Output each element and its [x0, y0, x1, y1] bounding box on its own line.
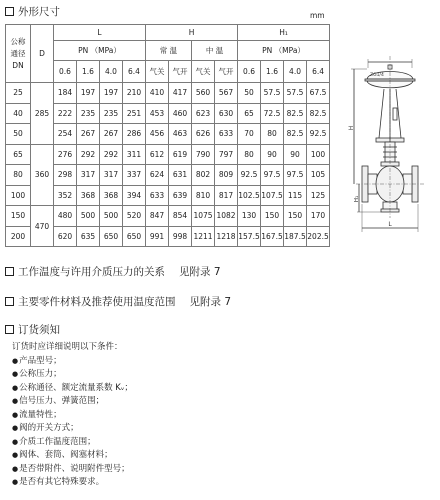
h1-header: H₁ — [238, 25, 330, 41]
h-cell: 417 — [169, 83, 192, 104]
order-notes-list — [12, 341, 133, 490]
h1-cell: 167.5 — [261, 226, 284, 247]
h1-cell: 57.5 — [261, 83, 284, 104]
h1-pn-value-header: 1.6 — [261, 61, 284, 83]
l-cell: 480 — [54, 206, 77, 227]
list-item — [12, 382, 133, 396]
table-row — [6, 185, 330, 206]
order-notes-intro: 订货时应详细说明以下条件： — [12, 342, 123, 352]
l-cell: 635 — [77, 226, 100, 247]
list-item-text: 信号压力、弹簧范围； — [19, 396, 105, 406]
h-cell: 623 — [192, 103, 215, 124]
l-cell: 394 — [123, 185, 146, 206]
dn-cell: 40 — [6, 103, 31, 124]
l-cell: 286 — [123, 124, 146, 145]
list-item-text: 流量特性； — [19, 409, 62, 420]
l-pn-value-header: 4.0 — [100, 61, 123, 83]
h1-pn-value-header: 0.6 — [238, 61, 261, 83]
h-action-header: 气开 — [169, 61, 192, 83]
dn-cell: 150 — [6, 206, 31, 227]
h1-cell: 150 — [284, 206, 307, 227]
l-cell: 500 — [77, 206, 100, 227]
l-cell: 520 — [123, 206, 146, 227]
h-cell: 991 — [146, 226, 169, 247]
h-cell: 802 — [192, 165, 215, 186]
l-cell: 620 — [54, 226, 77, 247]
h-cell: 817 — [215, 185, 238, 206]
dimension-table — [5, 24, 330, 247]
list-item-text: 介质工作温度范围； — [19, 436, 96, 447]
l-cell: 210 — [123, 83, 146, 104]
stroke-indicator — [393, 108, 397, 120]
h1-label: H₁ — [354, 195, 360, 203]
dn-header — [6, 25, 31, 83]
table-row — [6, 103, 330, 124]
h1-pn-value-header: 4.0 — [284, 61, 307, 83]
l-cell: 197 — [77, 83, 100, 104]
h-cell: 790 — [192, 144, 215, 165]
temp-pressure-heading — [5, 265, 221, 279]
h-normal-temp-header: 常 温 — [146, 41, 192, 61]
h1-cell: 82.5 — [284, 124, 307, 145]
h1-cell: 72.5 — [261, 103, 284, 124]
h1-cell: 187.5 — [284, 226, 307, 247]
h-cell: 612 — [146, 144, 169, 165]
l-pn-value-header: 1.6 — [77, 61, 100, 83]
h1-cell: 150 — [261, 206, 284, 227]
h-cell: 809 — [215, 165, 238, 186]
dn-cell: 80 — [6, 165, 31, 186]
h-cell: 630 — [215, 103, 238, 124]
dimensions-heading-text: 外形尺寸 — [18, 6, 60, 18]
l-cell: 352 — [54, 185, 77, 206]
h-cell: 410 — [146, 83, 169, 104]
h-header: H — [146, 25, 238, 41]
h1-cell: 202.5 — [307, 226, 330, 247]
table-row — [6, 206, 330, 227]
thread-label: ZG1/4 — [370, 73, 384, 78]
h1-cell: 97.5 — [261, 165, 284, 186]
l-cell: 650 — [100, 226, 123, 247]
h1-cell: 102.5 — [238, 185, 261, 206]
l-pn-value-header: 6.4 — [123, 61, 146, 83]
h1-cell: 97.5 — [284, 165, 307, 186]
h1-pn-value-header: 6.4 — [307, 61, 330, 83]
l-cell: 368 — [100, 185, 123, 206]
h-cell: 633 — [215, 124, 238, 145]
h1-cell: 80 — [238, 144, 261, 165]
bullet-icon: ● — [12, 370, 19, 378]
h-cell: 453 — [146, 103, 169, 124]
bullet-icon: ● — [12, 397, 19, 405]
h-cell: 998 — [169, 226, 192, 247]
l-cell: 251 — [123, 103, 146, 124]
list-item-text: 阀的开关方式； — [19, 423, 79, 433]
h-cell: 619 — [169, 144, 192, 165]
l-cell: 267 — [100, 124, 123, 145]
list-item-text: 公称通径、额定流量系数 Kᵥ； — [19, 382, 133, 393]
h1-cell: 90 — [261, 144, 284, 165]
dn-header-line: 通径 — [10, 48, 26, 58]
l-cell: 311 — [123, 144, 146, 165]
l-cell: 184 — [54, 83, 77, 104]
h-cell: 456 — [146, 124, 169, 145]
table-row — [6, 165, 330, 186]
h-action-header: 气开 — [215, 61, 238, 83]
h1-cell: 80 — [261, 124, 284, 145]
h-cell: 631 — [169, 165, 192, 186]
list-item — [12, 436, 133, 450]
h-medium-temp-header: 中 温 — [192, 41, 238, 61]
l-cell: 650 — [123, 226, 146, 247]
bullet-icon: ● — [12, 437, 19, 446]
list-item-text: 产品型号； — [19, 355, 62, 366]
list-item — [12, 409, 133, 423]
table-row — [6, 144, 330, 165]
h1-cell: 170 — [307, 206, 330, 227]
square-bullet-icon — [5, 297, 14, 306]
h1-cell: 92.5 — [238, 165, 261, 186]
appendix-reference: 见附录 7 — [179, 266, 221, 278]
list-item — [12, 395, 133, 409]
h-cell: 1075 — [192, 206, 215, 227]
bullet-icon: ● — [12, 383, 19, 392]
square-bullet-icon — [5, 325, 14, 334]
table-row — [6, 124, 330, 145]
unit-label: mm — [310, 11, 325, 20]
l-label: L — [388, 221, 392, 228]
ordering-heading — [5, 323, 60, 337]
h-cell: 633 — [146, 185, 169, 206]
ordering-heading-text: 订货须知 — [18, 324, 60, 336]
table-header-row — [6, 41, 330, 61]
h-cell: 797 — [215, 144, 238, 165]
table-row — [6, 83, 330, 104]
dn-cell: 50 — [6, 124, 31, 145]
bullet-icon: ● — [12, 410, 19, 419]
l-cell: 276 — [54, 144, 77, 165]
h-action-header: 气关 — [192, 61, 215, 83]
table-header-row — [6, 25, 330, 41]
h1-cell: 125 — [307, 185, 330, 206]
l-header: L — [54, 25, 146, 41]
d-cell: 470 — [31, 206, 54, 247]
h-cell: 639 — [169, 185, 192, 206]
h1-cell: 50 — [238, 83, 261, 104]
h1-cell: 82.5 — [307, 103, 330, 124]
h-cell: 463 — [169, 124, 192, 145]
list-item — [12, 368, 133, 382]
h-cell: 567 — [215, 83, 238, 104]
valve-outline-diagram — [348, 56, 438, 248]
bullet-icon: ● — [12, 424, 19, 432]
h1-cell: 157.5 — [238, 226, 261, 247]
list-item — [12, 476, 133, 490]
h1-cell: 70 — [238, 124, 261, 145]
materials-heading-text: 主要零件材料及推荐使用温度范围 — [18, 296, 176, 308]
h1-cell: 107.5 — [261, 185, 284, 206]
list-item — [12, 449, 133, 463]
appendix-reference: 见附录 7 — [189, 296, 232, 308]
h1-cell: 82.5 — [284, 103, 307, 124]
d-cell: 285 — [31, 83, 54, 145]
bullet-icon: ● — [12, 478, 19, 486]
bullet-icon: ● — [12, 451, 19, 459]
h1-cell: 115 — [284, 185, 307, 206]
l-cell: 500 — [100, 206, 123, 227]
h-cell: 1218 — [215, 226, 238, 247]
table-header-row — [6, 61, 330, 83]
l-cell: 317 — [100, 165, 123, 186]
h-cell: 1211 — [192, 226, 215, 247]
dn-cell: 65 — [6, 144, 31, 165]
h-action-header: 气关 — [146, 61, 169, 83]
h1-cell: 100 — [307, 144, 330, 165]
materials-heading — [5, 295, 231, 309]
h-cell: 854 — [169, 206, 192, 227]
h-cell: 626 — [192, 124, 215, 145]
dn-cell: 100 — [6, 185, 31, 206]
dn-header-line: 公称 — [10, 36, 26, 46]
table-row — [6, 226, 330, 247]
bullet-icon: ● — [12, 464, 19, 473]
l-cell: 292 — [77, 144, 100, 165]
h1-cell: 105 — [307, 165, 330, 186]
list-item-text: 是否带附件、说明附件型号； — [19, 463, 130, 474]
dn-header-line: DN — [12, 60, 24, 70]
h-cell: 810 — [192, 185, 215, 206]
dn-cell: 25 — [6, 83, 31, 104]
l-cell: 254 — [54, 124, 77, 145]
h-cell: 847 — [146, 206, 169, 227]
l-pn-value-header: 0.6 — [54, 61, 77, 83]
list-item — [12, 422, 133, 436]
h1-cell: 57.5 — [284, 83, 307, 104]
list-item-text: 阀体、套筒、阀塞材料； — [19, 450, 113, 460]
h1-cell: 65 — [238, 103, 261, 124]
l-pn-header: PN （MPa） — [54, 41, 146, 61]
dn-cell: 200 — [6, 226, 31, 247]
h-cell: 624 — [146, 165, 169, 186]
h-cell: 1082 — [215, 206, 238, 227]
h1-cell: 130 — [238, 206, 261, 227]
list-item-text: 公称压力； — [19, 369, 62, 379]
l-cell: 197 — [100, 83, 123, 104]
dimensions-heading — [5, 5, 60, 19]
h-cell: 460 — [169, 103, 192, 124]
list-item-text: 是否有其它特殊要求。 — [19, 477, 105, 487]
d-header: D — [31, 25, 54, 83]
l-cell: 317 — [77, 165, 100, 186]
list-item — [12, 463, 133, 477]
square-bullet-icon — [5, 267, 14, 276]
h1-cell: 67.5 — [307, 83, 330, 104]
d-cell: 360 — [31, 144, 54, 206]
bullet-icon: ● — [12, 356, 19, 365]
l-cell: 298 — [54, 165, 77, 186]
l-cell: 337 — [123, 165, 146, 186]
l-cell: 235 — [77, 103, 100, 124]
l-cell: 222 — [54, 103, 77, 124]
list-item — [12, 355, 133, 369]
h1-pn-header: PN （MPa） — [238, 41, 330, 61]
l-cell: 267 — [77, 124, 100, 145]
square-bullet-icon — [5, 7, 14, 16]
h-label: H — [348, 125, 355, 131]
l-cell: 235 — [100, 103, 123, 124]
h-cell: 560 — [192, 83, 215, 104]
l-cell: 292 — [100, 144, 123, 165]
temp-pressure-heading-text: 工作温度与许用介质压力的关系 — [18, 266, 165, 278]
h1-cell: 92.5 — [307, 124, 330, 145]
l-cell: 368 — [77, 185, 100, 206]
h1-cell: 90 — [284, 144, 307, 165]
